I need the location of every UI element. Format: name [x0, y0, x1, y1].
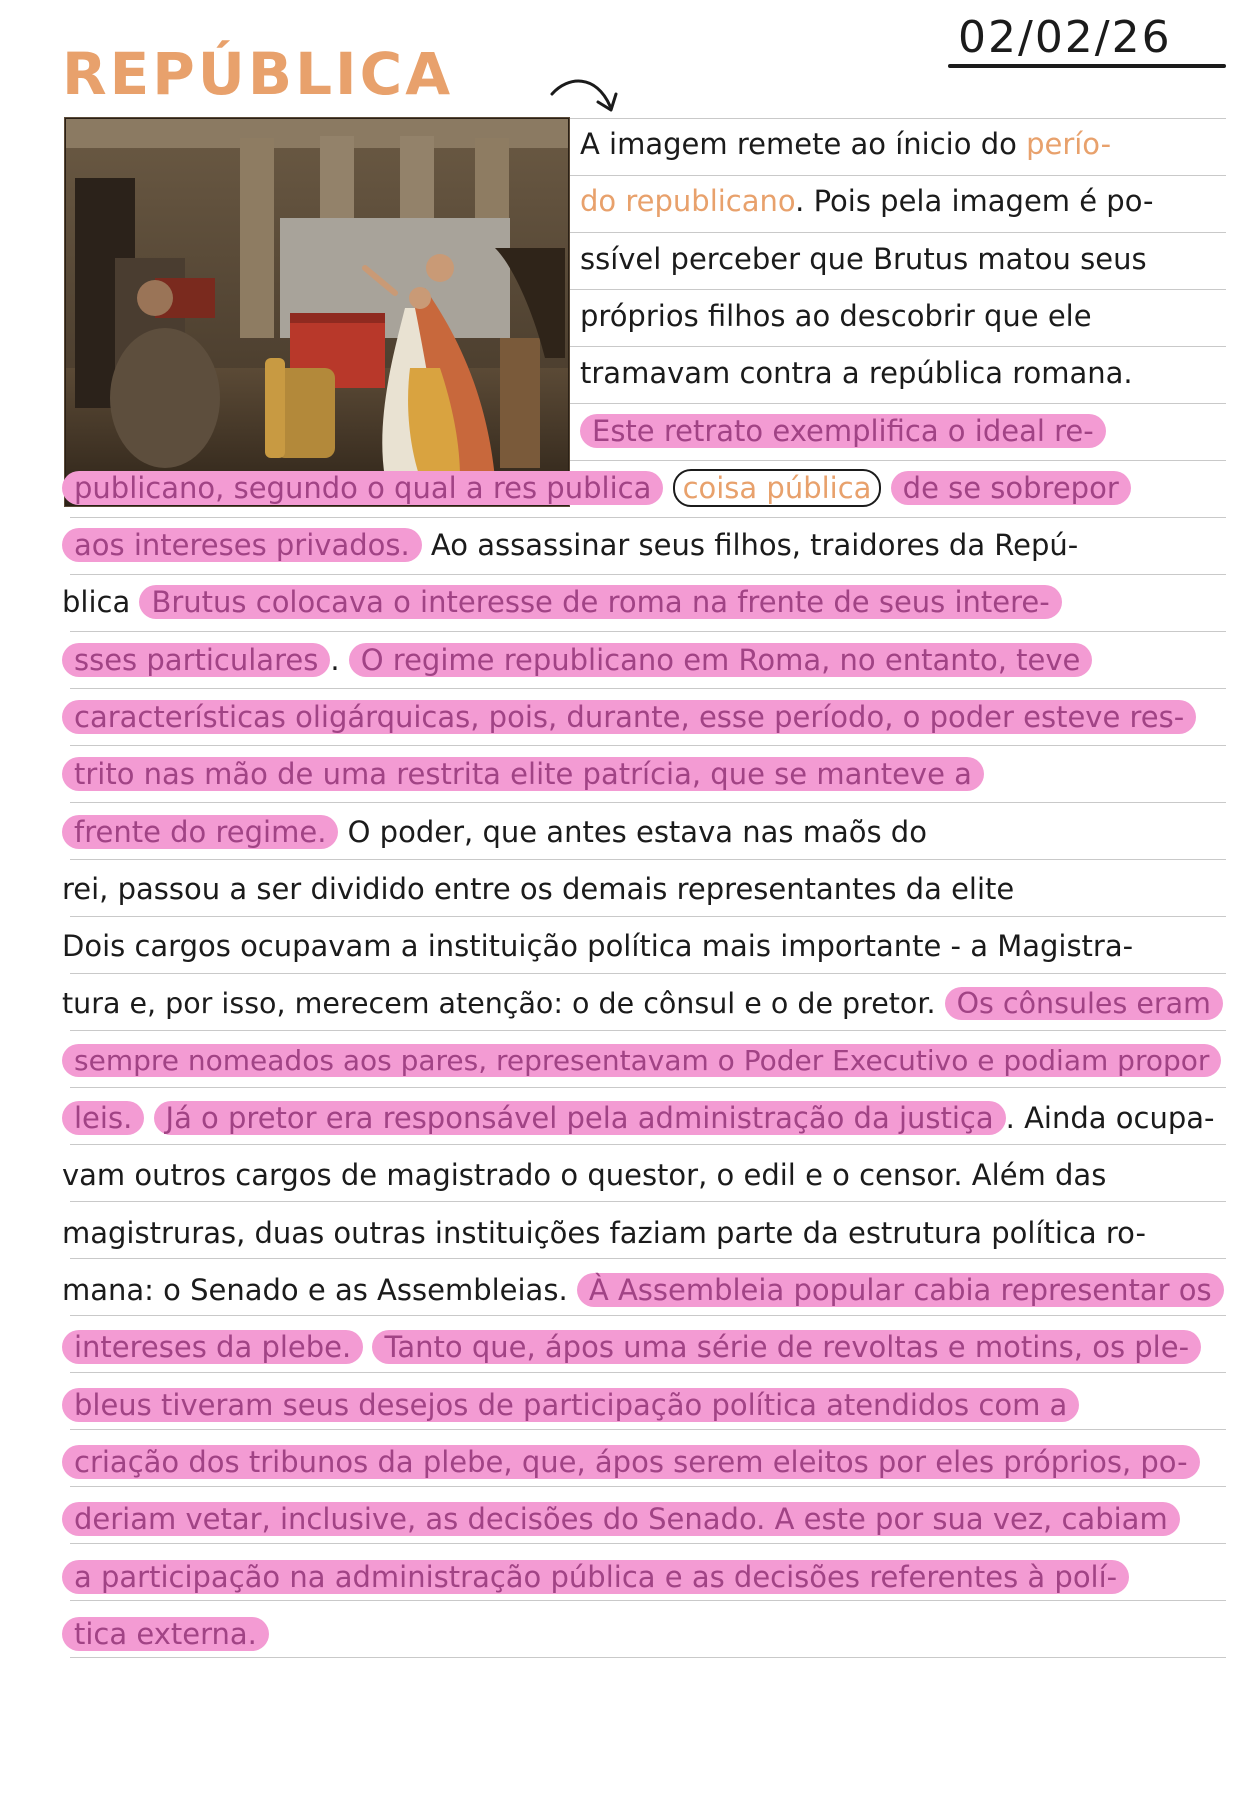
text-line: [62, 1088, 1235, 1148]
highlighted-text: sses particulares: [62, 643, 330, 677]
line-text: Dois cargos ocupavam a instituição política mais importante - a Magistra-: [62, 929, 1134, 964]
text-line: [62, 1317, 1235, 1377]
accent-text: do republicano: [580, 184, 796, 219]
text-line: [580, 171, 1235, 231]
highlighted-text: Já o pretor era responsável pela administração da justiça: [154, 1101, 1006, 1135]
text-line: [580, 114, 1235, 174]
text-line: [62, 687, 1235, 747]
line-text: próprios filhos ao descobrir que ele: [580, 298, 1092, 333]
highlighted-text: bleus tiveram seus desejos de participação política atendidos com a: [62, 1388, 1079, 1422]
line-text: [881, 471, 890, 505]
highlighted-text: tica externa.: [62, 1617, 269, 1651]
line-text: O poder, que antes estava nas maõs do: [338, 814, 927, 849]
text-line: [62, 859, 1235, 919]
line-text: blica: [62, 585, 140, 620]
line-text: tramavam contra a república romana.: [580, 356, 1133, 391]
text-line: [580, 401, 1235, 461]
highlighted-text: Brutus colocava o interesse de roma na frente de seus intere-: [139, 585, 1061, 619]
text-line: [62, 1260, 1235, 1320]
accent-text: coisa pública: [673, 469, 882, 507]
highlighted-text: características oligárquicas, pois, durante, esse período, o poder esteve res-: [62, 700, 1196, 734]
text-line: [62, 744, 1235, 804]
text-line: [580, 343, 1235, 403]
text-line: [580, 286, 1235, 346]
line-text: .: [330, 642, 349, 677]
highlighted-text: Os cônsules eram: [945, 987, 1223, 1020]
text-line: [62, 1547, 1235, 1607]
highlighted-text: criação dos tribunos da plebe, que, ápos serem eleitos por eles próprios, po-: [62, 1445, 1200, 1479]
line-text: tura e, por isso, merecem atenção: o de cônsul e o de pretor.: [62, 986, 945, 1020]
text-line: [62, 458, 1235, 518]
text-line: [62, 802, 1235, 862]
line-text: [144, 1101, 153, 1135]
page-title: REPÚBLICA: [62, 40, 454, 108]
line-text: A imagem remete ao ínicio do: [580, 127, 1027, 161]
text-line: [62, 1145, 1235, 1205]
highlighted-text: intereses da plebe.: [62, 1330, 363, 1364]
text-line: [62, 1489, 1235, 1549]
date-underline: [948, 64, 1226, 68]
highlighted-text: deriam vetar, inclusive, as decisões do Senado. A este por sua vez, cabiam: [62, 1502, 1180, 1536]
text-line: [62, 974, 1235, 1034]
line-text: vam outros cargos de magistrado o questor, o edil e o censor. Além das: [62, 1158, 1107, 1193]
line-text: mana: o Senado e as Assembleias.: [62, 1273, 577, 1307]
line-text: [663, 471, 672, 505]
text-line: [62, 1432, 1235, 1492]
date-heading: 02/02/26: [958, 12, 1172, 63]
text-line: [62, 1031, 1235, 1091]
highlighted-text: publicano, segundo o qual a res publica: [62, 471, 663, 505]
text-line: [62, 572, 1235, 632]
text-line: [62, 515, 1235, 575]
text-line: [580, 229, 1235, 289]
line-text: rei, passou a ser dividido entre os demais representantes da elite: [62, 871, 1015, 906]
highlighted-text: a participação na administração pública e as decisões referentes à polí-: [62, 1560, 1129, 1594]
highlighted-text: Este retrato exemplifica o ideal re-: [580, 414, 1106, 448]
text-line: [62, 630, 1235, 690]
highlighted-text: aos intereses privados.: [62, 528, 422, 562]
line-text: magistruras, duas outras instituições faziam parte da estrutura política ro-: [62, 1215, 1146, 1250]
highlighted-text: Tanto que, ápos uma série de revoltas e motins, os ple-: [372, 1330, 1201, 1364]
highlighted-text: sempre nomeados aos pares, representavam o Poder Executivo e podiam propor: [62, 1044, 1221, 1077]
painting-brutus-icon: [65, 118, 569, 506]
text-line: [62, 1203, 1235, 1263]
line-text: . Ainda ocupa-: [1005, 1101, 1215, 1136]
text-line: [62, 916, 1235, 976]
highlighted-text: frente do regime.: [62, 815, 338, 849]
highlighted-text: À Assembleia popular cabia representar os: [577, 1273, 1224, 1307]
line-text: . Pois pela imagem é po-: [795, 184, 1154, 219]
text-line: [62, 1375, 1235, 1435]
highlighted-text: trito nas mão de uma restrita elite patrícia, que se manteve a: [62, 757, 984, 791]
highlighted-text: O regime republicano em Roma, no entanto, teve: [349, 643, 1093, 677]
text-line: [62, 1604, 1235, 1664]
accent-text: perío-: [1026, 127, 1112, 161]
highlighted-text: leis.: [62, 1101, 144, 1135]
line-text: Ao assassinar seus filhos, traidores da Repú-: [421, 528, 1079, 563]
line-text: ssível perceber que Brutus matou seus: [580, 241, 1147, 276]
highlighted-text: de se sobrepor: [891, 471, 1131, 505]
